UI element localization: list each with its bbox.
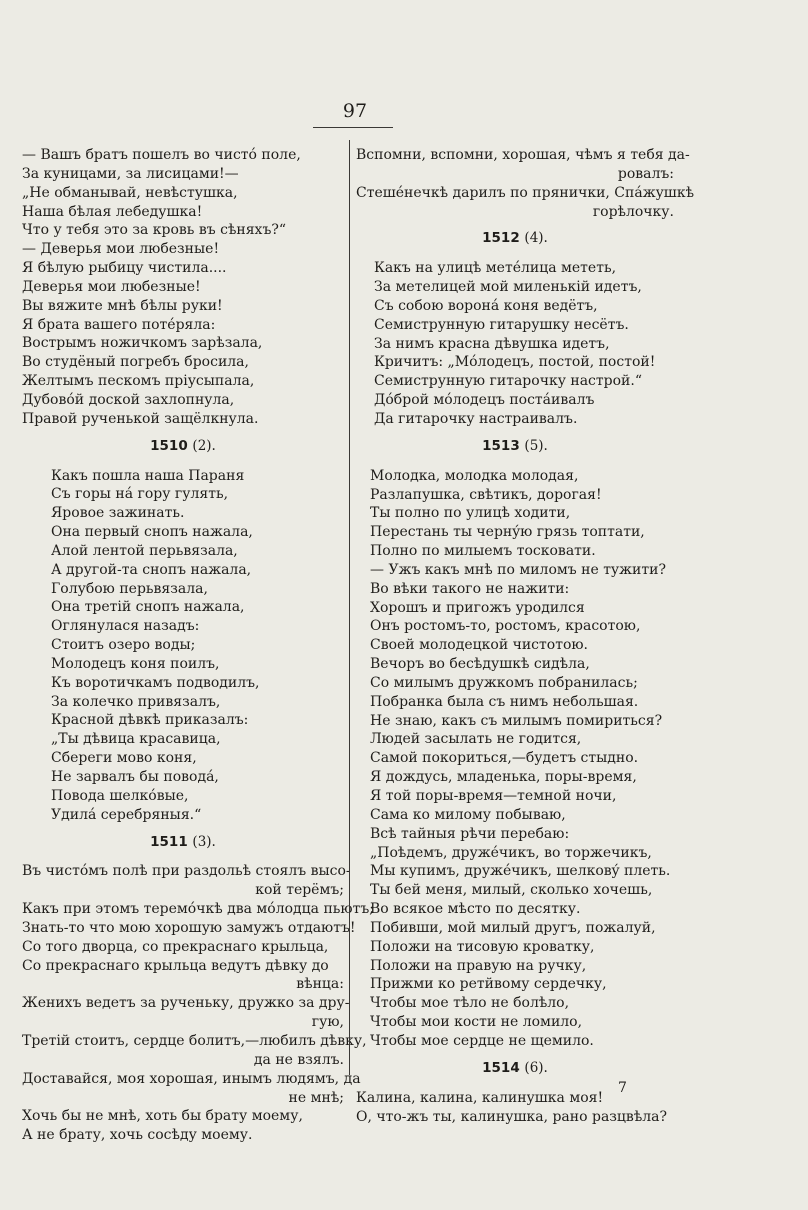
verse-line: Вспомни, вспомни, хорошая, чѣмъ я тебя да- [356,147,690,163]
verse-line: Къ воротичкамъ подводилъ, [51,674,260,691]
verse-line: Стоитъ озеро воды; [51,637,196,654]
verse-line: Ты полно по улицѣ ходити, [370,505,571,522]
verse-line: Семиструнную гитарушку несётъ. [374,316,629,333]
verse-line: „Не обманывай, невѣстушка, [22,184,238,201]
verse-line: Прижми ко ретйвому сердечку, [370,976,607,993]
song-heading-1513: 1513 (5). [482,437,548,454]
verse-line-continuation: да не взялъ. [253,1051,344,1068]
verse-line: Хорошъ и пригожъ уродился [370,599,585,616]
verse-line: Ты бей меня, милый, сколько хочешь, [370,882,653,899]
verse-line: Красной дѣвкѣ приказалъ: [51,712,249,729]
verse-line: Молодка, молодка молодая, [370,467,579,484]
verse-line: Чтобы мое сердце не щемило. [370,1032,594,1049]
verse-line: Положи на правую на ручку, [370,957,587,974]
verse-line: Вы вяжите мнѣ бѣлы руки! [22,297,223,314]
verse-line: Въ чистóмъ полѣ при раздольѣ стоялъ высо- [22,863,351,880]
verse-line: Мы купимъ, дружéчикъ, шелковý плеть. [370,863,671,880]
verse-line: Желтымъ пескомъ пріусыпала, [22,373,255,390]
verse-line: Я дождусь, младенька, поры-время, [370,769,637,786]
verse-line: Вострымъ ножичкомъ зарѣзала, [22,335,263,352]
verse-line: Съ собою воронá коня ведётъ, [374,297,598,314]
verse-line: Доставайся, моя хорошая, инымъ людямъ, да [22,1070,361,1087]
verse-line: Полно по милыемъ тосковати. [370,543,596,560]
verse-line: Яровое зажинать. [51,505,185,522]
verse-line: А другой-та снопъ нажала, [51,561,252,578]
verse-line-continuation: гую, [311,1014,344,1031]
song-1511 [22,862,374,1145]
verse-line: За нимъ красна дѣвушка идетъ, [374,335,610,352]
verse-line: Правой рученькой защёлкнула. [22,410,259,427]
verse-line: Во студёный погребъ бросила, [22,354,249,371]
signature-mark: 7 [618,1080,627,1096]
verse-line: За куницами, за лисицами!— [22,165,239,182]
verse-line: Людей засылать не годится, [370,731,582,748]
verse-line: Семиструнную гитарочку настрой.“ [374,373,642,390]
verse-line: Дубовóй доской захлопнула, [22,391,235,408]
verse-line: Повода шелкóвые, [51,787,189,804]
verse-line: Съ горы нá гору гулять, [51,486,229,503]
song-heading-1510: 1510 (2). [150,437,216,454]
column-divider [349,140,350,1075]
verse-line-continuation: ровалъ: [617,165,674,182]
verse-line: Вечоръ во бесѣдушкѣ сидѣла, [370,656,590,673]
verse-line: Со прекраснаго крыльца ведутъ дѣвку до [22,957,329,974]
verse-line-continuation: не мнѣ; [288,1089,344,1106]
verse-line: „Поѣдемъ, дружéчикъ, во торжечикъ, [370,844,652,861]
verse-line: Молодецъ коня поилъ, [51,655,220,672]
verse-line: Да гитарочку настраивалъ. [374,410,578,427]
verse-line: Самой покориться,—будетъ стыдно. [370,750,639,767]
verse-line: „Ты дѣвица красавица, [51,731,221,748]
page-number-rule [313,127,393,128]
verse-line: Побивши, мой милый другъ, пожалуй, [370,919,656,936]
page-number: 97 [342,100,368,122]
verse-line: Онъ ростомъ-то, ростомъ, красотою, [370,618,641,635]
verse-line: Со милымъ дружкомъ побранилась; [370,674,638,691]
verse-line: Какъ на улицѣ метéлица мететь, [374,260,617,277]
verse-line: Алой лентой перьвязала, [51,542,238,559]
verse-line: Побранка была съ нимъ небольшая. [370,693,639,710]
verse-line: Что у тебя это за кровь въ сѣняхъ?“ [22,222,287,239]
verse-line: Положи на тисовую кроватку, [370,938,595,955]
verse-line: Дóброй мóлодецъ постáивалъ [374,392,595,409]
verse-line: Какъ при этомъ теремóчкѣ два мóлодца пьютъ; [22,901,374,918]
verse-line-continuation: горѣлочку. [592,203,674,220]
verse-line: Перестань ты чернýю грязь топтати, [370,524,645,541]
verse-line: Всѣ тайныя рѣчи перебаю: [370,825,570,842]
verse-line: Со того дворца, со прекраснаго крыльца, [22,938,329,955]
left-intro-verse [22,146,344,429]
verse-line: Я бѣлую рыбицу чистила.... [22,260,227,277]
verse-line: Она первый снопъ нажала, [51,524,253,541]
song-heading-1511: 1511 (3). [150,833,216,850]
verse-line: Стешéнечкѣ дарилъ по прянички, Спáжушкѣ [356,184,695,201]
verse-line: Третій стоитъ, сердце болитъ,—любилъ дѣвку, [22,1032,367,1049]
verse-line: Женихъ ведетъ за рученьку, дружко за дру- [22,995,350,1012]
verse-line: Она третій снопъ нажала, [51,599,245,616]
song-1510 [22,467,344,825]
verse-line: Чтобы мои кости не ломило, [370,1014,583,1031]
verse-line: Не знаю, какъ съ милымъ помириться? [370,712,663,729]
verse-line: Наша бѣлая лебедушка! [22,203,203,220]
verse-line: Хочь бы не мнѣ, хоть бы брату моему, [22,1108,303,1125]
verse-line: Сама ко милому побываю, [370,806,566,823]
verse-line: За метелицей мой миленькій идетъ, [374,279,642,296]
verse-line: Во всякое мѣсто по десятку. [370,901,581,918]
verse-line: Во вѣки такого не нажити: [370,580,570,597]
verse-line: Сбереги мово коня, [51,750,197,767]
verse-line: — Вашъ братъ пошелъ во чистó поле, [22,147,301,163]
verse-line: Оглянулася назадъ: [51,618,200,635]
verse-line: Я той поры-время—темной ночи, [370,788,617,804]
verse-line-continuation: кой терёмъ; [255,882,344,899]
right-column [356,146,695,1126]
right-intro-verse [356,146,695,221]
verse-line: — Деверья мои любезные! [22,241,220,258]
verse-line: А не брату, хочь сосѣду моему. [22,1127,253,1144]
verse-line: Калина, калина, калинушка моя! [356,1089,604,1106]
verse-line: Разлапушка, свѣтикъ, дорогая! [370,486,602,503]
verse-line: За колечко привязалъ, [51,693,221,710]
verse-line: Кричитъ: „Мóлодецъ, постой, постой! [374,354,656,371]
verse-line-continuation: вѣнца: [296,976,344,993]
verse-line: Деверья мои любезные! [22,278,201,295]
verse-line: Не зарвалъ бы поводá, [51,769,219,785]
song-heading-1514: 1514 (6). [482,1059,548,1076]
verse-line: Знать-то что мою хорошую замужъ отдаютъ! [22,919,356,936]
verse-line: — Ужъ какъ мнѣ по миломъ не тужити? [370,561,666,578]
verse-line: Голубою перьвязала, [51,580,208,597]
verse-line: О, что-жъ ты, калинушка, рано разцвѣла? [356,1108,668,1125]
song-1513 [356,467,674,1051]
verse-line: Какъ пошла наша Параня [51,467,245,484]
song-heading-1512: 1512 (4). [482,230,548,247]
verse-line: Своей молодецкой чистотою. [370,637,589,654]
left-column [22,146,374,1145]
verse-line: Я брата вашего потéряла: [22,316,216,333]
song-1512 [356,259,674,429]
verse-line: Удилá серебряныя.“ [51,806,202,823]
verse-line: Чтобы мое тѣло не болѣло, [370,995,570,1012]
